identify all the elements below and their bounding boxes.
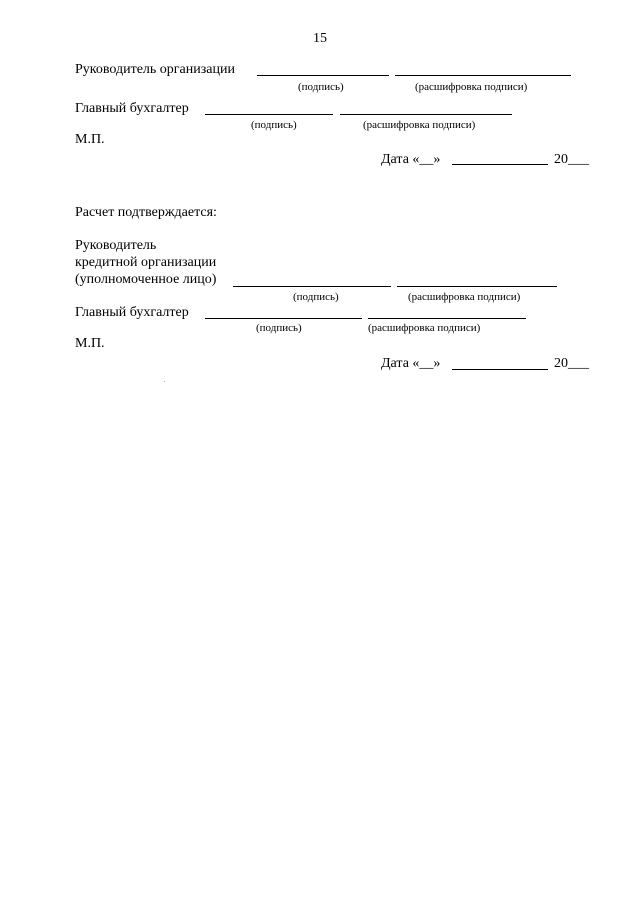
bank-head-decode-line[interactable] bbox=[397, 286, 557, 287]
accountant-signature-caption: (подпись) bbox=[251, 119, 297, 131]
bank-accountant-decode-line[interactable] bbox=[368, 318, 526, 319]
confirmation-heading: Расчет подтверждается: bbox=[75, 205, 217, 220]
bank-accountant-label: Главный бухгалтер bbox=[75, 305, 189, 320]
date-year: 20___ bbox=[554, 152, 589, 167]
bank-head-signature-caption: (подпись) bbox=[293, 291, 339, 303]
accountant-decode-caption: (расшифровка подписи) bbox=[363, 119, 476, 131]
bank-date-label: Дата «__» bbox=[381, 356, 441, 371]
bank-accountant-decode-caption: (расшифровка подписи) bbox=[368, 322, 481, 334]
bank-stamp-label: М.П. bbox=[75, 336, 105, 351]
head-decode-line[interactable] bbox=[395, 75, 571, 76]
head-label: Руководитель организации bbox=[75, 62, 235, 77]
bank-accountant-signature-caption: (подпись) bbox=[256, 322, 302, 334]
date-month-line[interactable] bbox=[452, 164, 548, 165]
bank-head-label-line2: кредитной организации bbox=[75, 255, 217, 270]
date-label: Дата «__» bbox=[381, 152, 441, 167]
head-decode-caption: (расшифровка подписи) bbox=[415, 81, 528, 93]
scan-speck bbox=[164, 381, 165, 382]
bank-date-month-line[interactable] bbox=[452, 369, 548, 370]
bank-head-label-line1: Руководитель bbox=[75, 238, 157, 253]
bank-head-decode-caption: (расшифровка подписи) bbox=[408, 291, 521, 303]
stamp-label: М.П. bbox=[75, 132, 105, 147]
bank-head-label-line3: (уполномоченное лицо) bbox=[75, 272, 217, 287]
head-signature-line[interactable] bbox=[257, 75, 389, 76]
accountant-decode-line[interactable] bbox=[340, 114, 512, 115]
accountant-label: Главный бухгалтер bbox=[75, 101, 189, 116]
bank-accountant-signature-line[interactable] bbox=[205, 318, 362, 319]
bank-date-year: 20___ bbox=[554, 356, 589, 371]
head-signature-caption: (подпись) bbox=[298, 81, 344, 93]
bank-head-signature-line[interactable] bbox=[233, 286, 391, 287]
accountant-signature-line[interactable] bbox=[205, 114, 333, 115]
page-number: 15 bbox=[313, 31, 327, 46]
